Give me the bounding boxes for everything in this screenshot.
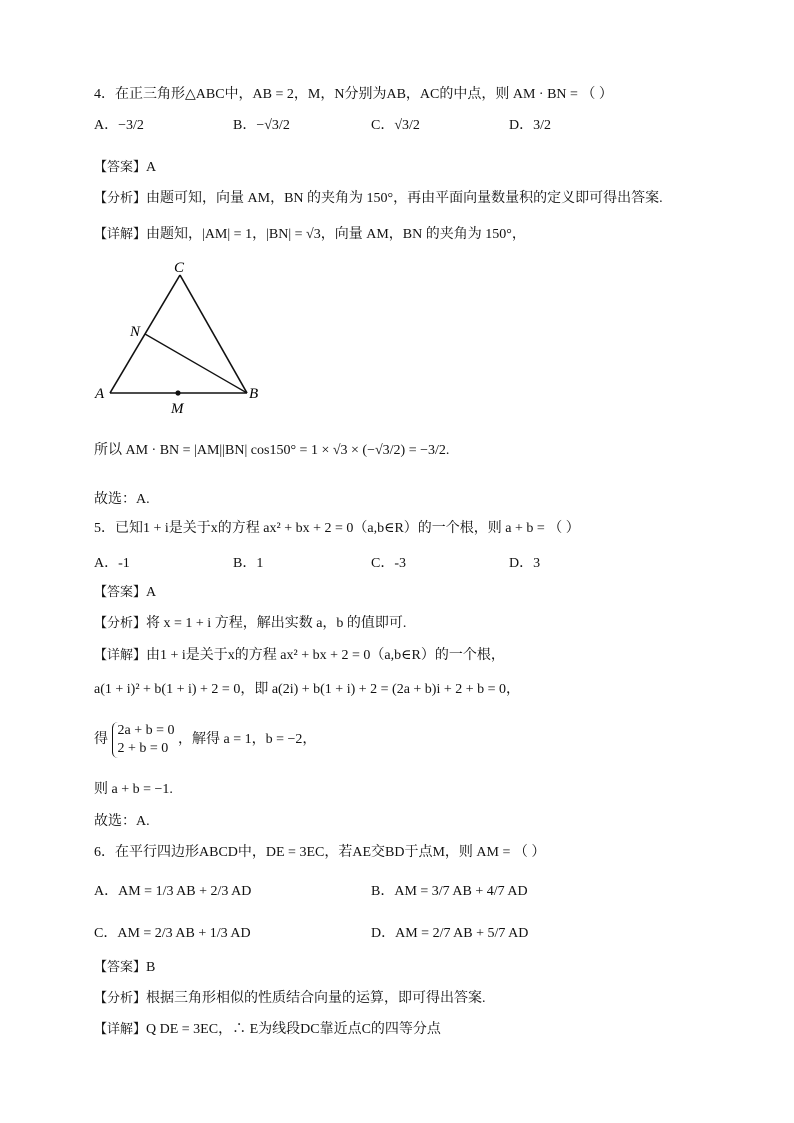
q6-detail [94, 1020, 441, 1039]
label-c: C [174, 260, 185, 276]
point-m [175, 390, 180, 395]
analysis-tag: 【分析】 [94, 191, 147, 206]
segment-bn [145, 334, 247, 393]
q6-option-a: A．AM = 1/3 AB + 2/3 AD [94, 884, 252, 899]
q6-option-d: D．AM = 2/7 AB + 5/7 AD [371, 926, 529, 941]
q6-answer [94, 958, 155, 977]
q5-system-line [94, 722, 316, 758]
q5-option-c: C．-3 [371, 556, 406, 571]
analysis-text: 将 x = 1 + i 方程，解出实数 a，b 的值即可. [146, 616, 407, 631]
q4-option-b [233, 114, 290, 134]
detail-text: 由1 + i是关于x的方程 ax² + bx + 2 = 0（a,b∈R）的一个根， [146, 648, 505, 663]
analysis-text: 由题可知，向量 AM，BN 的夹角为 150°，再由平面向量数量积的定义即可得出答案. [146, 191, 663, 206]
q4-answer [94, 158, 156, 177]
analysis-tag: 【分析】 [94, 991, 147, 1006]
q5-answer [94, 583, 156, 602]
equation-system [112, 722, 175, 758]
q6-analysis [94, 989, 486, 1008]
q5-stem: 5．已知1 + i是关于x的方程 ax² + bx + 2 = 0（a,b∈R）的一个根，则 a + b = （ ） [94, 521, 580, 536]
q4-option-a-label: A． [94, 118, 119, 133]
q6-stem: 6．在平行四边形ABCD中，DE = 3EC，若AE交BD于点M，则 AM = （ ） [94, 845, 546, 860]
q5-detail [94, 646, 505, 665]
q4-option-a [94, 114, 144, 134]
get-text: 得 [94, 732, 108, 748]
label-b: B [249, 386, 259, 402]
q4-option-b-value: −√3/2 [256, 118, 290, 133]
detail-tag: 【详解】 [94, 1022, 147, 1037]
detail-tag: 【详解】 [94, 227, 147, 242]
q4-option-d [509, 114, 551, 134]
q5-option-d: D．3 [509, 556, 541, 571]
q4-option-c-label: C． [371, 118, 395, 133]
q5-analysis [94, 614, 406, 633]
detail-text: Q DE = 3EC，∴ E为线段DC靠近点C的四等分点 [146, 1022, 441, 1037]
label-m: M [171, 401, 184, 417]
analysis-tag: 【分析】 [94, 616, 147, 631]
q4-option-a-value: −3/2 [118, 118, 144, 133]
q4-option-b-label: B． [233, 118, 257, 133]
label-n: N [130, 324, 141, 340]
q5-option-b: B．1 [233, 556, 264, 571]
q4-option-d-label: D． [509, 118, 534, 133]
q5-equation: a(1 + i)² + b(1 + i) + 2 = 0，即 a(2i) + b(1 + i) + 2 = (2a + b)i + 2 + b = 0， [94, 682, 521, 697]
detail-tag: 【详解】 [94, 648, 147, 663]
q4-choose: 故选：A. [94, 492, 150, 507]
q5-then: 则 a + b = −1. [94, 782, 173, 797]
q5-option-a: A．-1 [94, 556, 130, 571]
system-eq2: 2 + b = 0 [117, 741, 169, 756]
q4-option-d-value: 3/2 [533, 118, 552, 133]
q4-conclusion: 所以 AM · BN = |AM||BN| cos150° = 1 × √3 × (−√3/2) = −3/2. [94, 443, 450, 458]
label-a: A [95, 386, 105, 402]
side-cb [180, 275, 247, 393]
answer-value: A [146, 585, 157, 600]
detail-text: 由题知，|AM| = 1，|BN| = √3，向量 AM，BN 的夹角为 150°， [146, 227, 526, 242]
q6-option-c: C．AM = 2/3 AB + 1/3 AD [94, 926, 251, 941]
answer-tag: 【答案】 [94, 960, 147, 975]
q5-choose: 故选：A. [94, 814, 150, 829]
solve-text: ，解得 a = 1，b = −2， [178, 732, 317, 748]
answer-tag: 【答案】 [94, 160, 147, 175]
q4-detail [94, 225, 526, 244]
system-eq1: 2a + b = 0 [117, 723, 175, 738]
answer-tag: 【答案】 [94, 585, 147, 600]
q6-option-b: B．AM = 3/7 AB + 4/7 AD [371, 884, 528, 899]
answer-value: B [146, 960, 156, 975]
analysis-text: 根据三角形相似的性质结合向量的运算，即可得出答案. [146, 991, 486, 1006]
q4-option-c [371, 114, 420, 134]
q4-stem: 4．在正三角形△ABC中，AB = 2，M，N分别为AB，AC的中点，则 AM · BN = （ ） [94, 87, 613, 102]
q4-analysis [94, 189, 663, 208]
triangle-figure [90, 255, 280, 420]
answer-value: A [146, 160, 157, 175]
q4-option-c-value: √3/2 [394, 118, 420, 133]
